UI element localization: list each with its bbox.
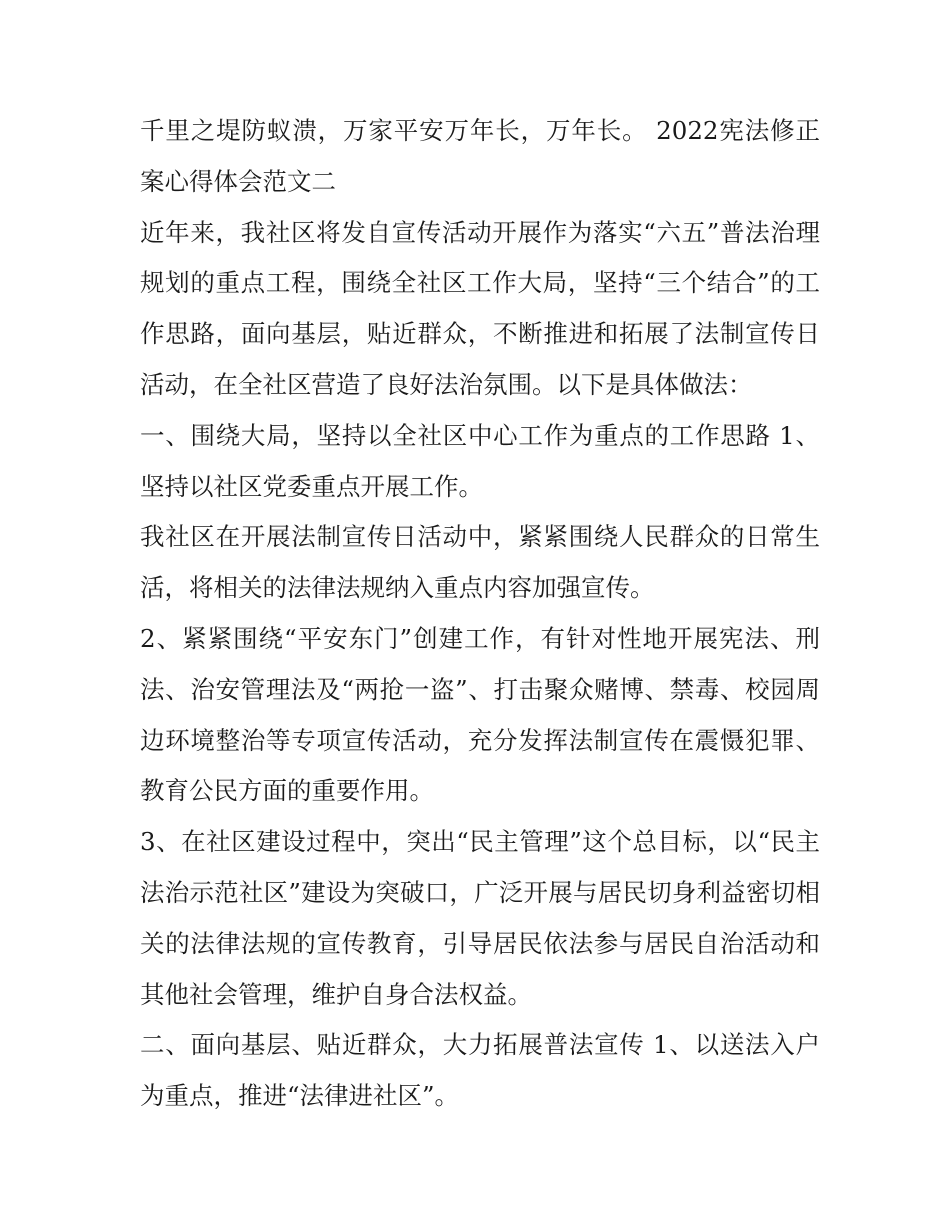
paragraph-item-three: 3、在社区建设过程中，突出“民主管理”这个总目标，以“民主法治示范社区”建设为突破口，广泛开展与居民切身利益密切相关的法律法规的宣传教育，引导居民依法参与居民自治活动和其他社会管理，维护自身合法权益。: [140, 827, 820, 1009]
paragraph-intro-title: 千里之堤防蚁溃，万家平安万年长，万年长。 2022宪法修正案心得体会范文二: [140, 116, 820, 196]
document-body: [140, 106, 820, 1122]
paragraph-section-two: 二、面向基层、贴近群众，大力拓展普法宣传 1、以送法入户为重点，推进“法律进社区”。: [140, 1030, 820, 1111]
paragraph-overview: 近年来，我社区将发自宣传活动开展作为落实“六五”普法治理规划的重点工程，围绕全社区工作大局，坚持“三个结合”的工作思路，面向基层，贴近群众，不断推进和拓展了法制宣传日活动，在全社区营造了良好法治氛围。以下是具体做法：: [140, 217, 820, 399]
paragraph-item-two: 2、紧紧围绕“平安东门”创建工作，有针对性地开展宪法、刑法、治安管理法及“两抢一盗”、打击聚众赌博、禁毒、校园周边环境整治等专项宣传活动，充分发挥法制宣传在震慑犯罪、教育公民方面的重要作用。: [140, 623, 820, 806]
paragraph-daily-life: 我社区在开展法制宣传日活动中，紧紧围绕人民群众的日常生活，将相关的法律法规纳入重点内容加强宣传。: [140, 522, 820, 603]
paragraph-section-one: 一、围绕大局，坚持以全社区中心工作为重点的工作思路 1、坚持以社区党委重点开展工作。: [140, 420, 820, 501]
